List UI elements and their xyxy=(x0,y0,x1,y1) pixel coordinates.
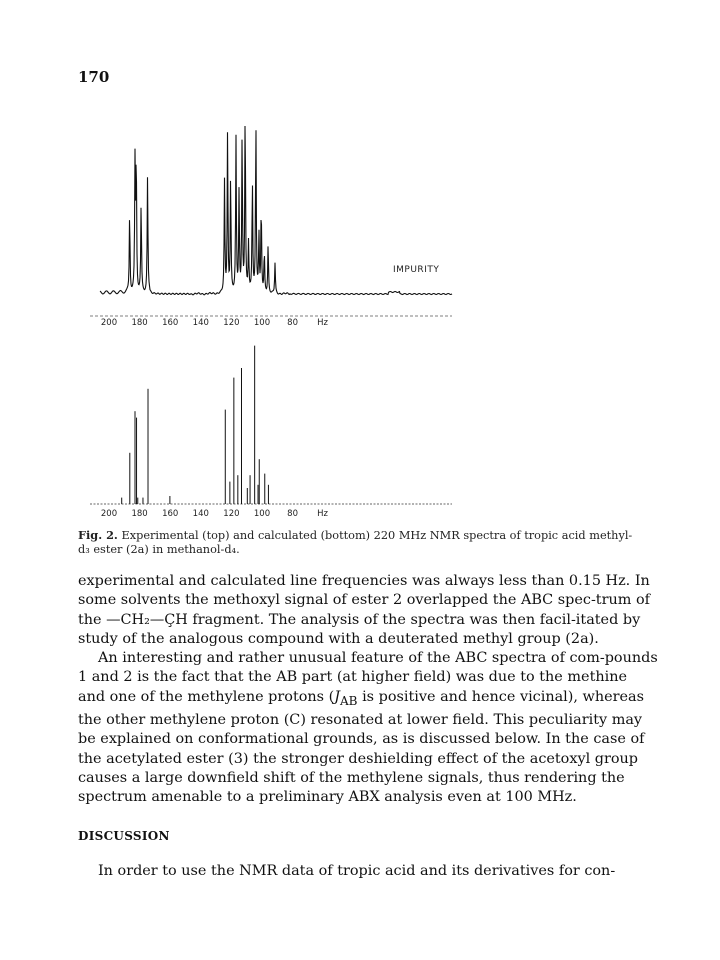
paragraph-2 xyxy=(78,649,658,807)
experimental-axis-tick-label: 120 xyxy=(223,318,240,328)
coupling-constant-symbol: J xyxy=(334,688,341,705)
paragraph-2-start: An interesting and rather unusual feature of the ABC spectra of com-pounds 1 and 2 is the fact that the AB part (at higher field) was due to the methine and one of the methylene protons ( xyxy=(78,650,658,705)
page-number: 170 xyxy=(78,68,110,86)
calculated-axis-tick-label: 140 xyxy=(192,509,209,519)
coupling-constant-subscript: AB xyxy=(340,693,358,708)
experimental-axis-tick-label: 140 xyxy=(192,318,209,328)
calculated-axis-tick-label: 120 xyxy=(223,509,240,519)
calculated-axis-tick-label: 160 xyxy=(162,509,179,519)
paragraph-3: In order to use the NMR data of tropic acid and its derivatives for con- xyxy=(98,863,616,879)
paragraph-1: experimental and calculated line frequencies was always less than 0.15 Hz. In some solvents the methoxyl signal of ester 2 overlapped the ABC spec-trum of the —CH₂—ÇH fragment. The analysis of the spectra was then facil-itated by study of the analogous compound with a deuterated methyl group (2a). xyxy=(78,573,650,647)
figure-caption xyxy=(78,528,638,557)
figure-caption-text: Experimental (top) and calculated (bottom) 220 MHz NMR spectra of tropic acid methyl-d₃ ester (2a) in methanol-d₄. xyxy=(78,529,633,556)
figure-caption-label: Fig. 2. xyxy=(78,528,118,542)
calculated-axis-tick-label: 100 xyxy=(253,509,271,519)
paragraph-2-end: is positive and hence vicinal), whereas the other methylene proton (C) resonated at lower field. This peculiarity may be explained on conformational grounds, as is discussed below. In the case of the acetylated ester (3) the stronger deshielding effect of the acetoxyl group causes a large downfield shift of the methylene signals, thus rendering the spectrum amenable to a preliminary ABX analysis even at 100 MHz. xyxy=(78,688,645,806)
experimental-axis-tick-label: 160 xyxy=(162,318,179,328)
calculated-spectrum xyxy=(90,346,452,519)
experimental-spectrum xyxy=(90,126,452,328)
experimental-axis-tick-label: Hz xyxy=(317,318,329,328)
section-heading: DISCUSSION xyxy=(78,829,170,843)
calculated-axis-tick-label: 180 xyxy=(131,509,148,519)
impurity-label: IMPURITY xyxy=(393,265,440,275)
experimental-axis-tick-label: 100 xyxy=(253,318,271,328)
calculated-axis-tick-label: 80 xyxy=(287,509,299,519)
experimental-axis-tick-label: 80 xyxy=(287,318,299,328)
calculated-axis-tick-label: Hz xyxy=(317,509,329,519)
body-text xyxy=(78,572,658,807)
experimental-axis-tick-label: 200 xyxy=(100,318,118,328)
calculated-axis-tick-label: 200 xyxy=(100,509,118,519)
experimental-axis-tick-label: 180 xyxy=(131,318,148,328)
